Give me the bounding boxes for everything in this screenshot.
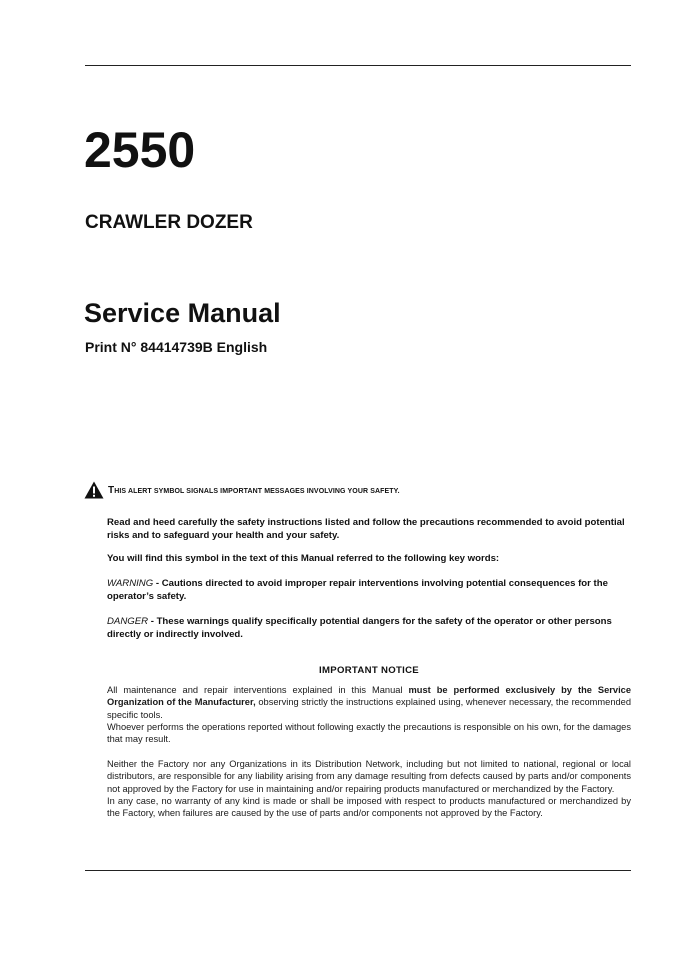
notice-p1-strong: must be performed exclusively by the Service Organization of the Manufacturer, <box>107 685 631 708</box>
notice-block-2 <box>107 758 631 819</box>
warning-text: - Cautions directed to avoid improper repair interventions involving potential consequences for the operator’s safety. <box>107 578 608 602</box>
notice-block-1 <box>107 684 631 745</box>
danger-text: - These warnings qualify specifically potential dangers for the safety of the operator or other persons directly or indirectly involved. <box>107 616 612 640</box>
notice-p1-end: observing strictly the instructions explained using, whenever necessary, the recommended specific tools. <box>107 697 632 720</box>
safety-alert-line <box>84 480 400 500</box>
warning-keyword: WARNING <box>107 578 154 589</box>
print-number: Print N° 84414739B English <box>85 339 268 355</box>
safety-symbol-paragraph: You will find this symbol in the text of this Manual referred to the following key words: <box>107 553 500 564</box>
notice-paragraph-1 <box>107 684 631 721</box>
safety-read-paragraph: Read and heed carefully the safety instructions listed and follow the precautions recommended to avoid potential risks and to safeguard your health and your safety. <box>107 517 625 541</box>
alert-initial: T <box>108 484 115 496</box>
warning-triangle-icon <box>84 481 104 499</box>
warning-paragraph <box>107 578 631 603</box>
manual-title: Service Manual <box>84 298 281 328</box>
machine-type: CRAWLER DOZER <box>85 212 253 233</box>
important-notice-heading: IMPORTANT NOTICE <box>318 665 420 676</box>
safety-alert-text <box>108 485 400 496</box>
model-number: 2550 <box>84 122 196 178</box>
alert-rest: HIS ALERT SYMBOL SIGNALS IMPORTANT MESSAGES INVOLVING YOUR SAFETY. <box>114 487 400 495</box>
top-rule <box>85 65 631 66</box>
danger-paragraph <box>107 616 631 641</box>
danger-keyword: DANGER <box>107 616 149 627</box>
bottom-rule <box>85 870 631 871</box>
notice-p1-start: All maintenance and repair interventions explained in this Manual <box>107 685 409 695</box>
notice-paragraph-4: In any case, no warranty of any kind is made or shall be imposed with respect to products manufactured or merchandized by the Factory, when failures are caused by the use of parts and/or components not approved by the Factory. <box>107 795 631 819</box>
notice-paragraph-2: Whoever performs the operations reported without following exactly the precautions is responsible on his own, for the damages that may result. <box>107 721 631 745</box>
notice-paragraph-3: Neither the Factory nor any Organizations in its Distribution Network, including but not limited to national, regional or local distributors, are responsible for any liability arising from any damage resulting from defects caused by parts and/or components not approved by the Factory for use in maintaining and/or repairing products manufactured or merchandized by the Factory. <box>107 759 631 794</box>
